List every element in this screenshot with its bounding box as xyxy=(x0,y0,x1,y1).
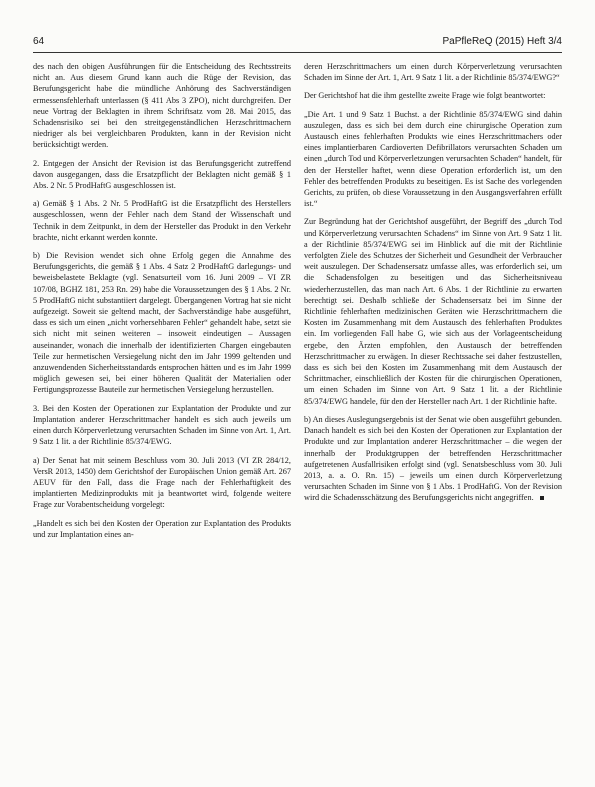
header-rule xyxy=(33,52,562,53)
page-header xyxy=(33,36,562,47)
paragraph-text: b) An dieses Auslegungsergebnis ist der Senat wie oben ausgeführt gebunden. Danach handelt es sich bei den Kosten der Operationen zur Explantation der Produkte und zur Implantation anderer Herzschrittmacher – die wegen der innerhalb der Produktgruppen der betreffenden Herzschrittmacher aufgetretenen Ausfallrisiken erfolgt sind (vgl. Senatsbeschluss vom 30. Juli 2013, a. a. O. Rn. 15) – jeweils um einen durch Körperverletzung verursachten Schaden im Sinne von § 1 Abs. 1 ProdHaftG. Von der Revision wird die Schadensschätzung des Berufungsgerichts nicht angegriffen. xyxy=(304,414,562,503)
paragraph: des nach den obigen Ausführungen für die Entscheidung des Rechtsstreits nicht an. Aus diesem Grund kann auch die Rüge der Revision, das Berufungsgericht habe die mündliche Anhörung des Sachverständigen ermessensfehlerhaft unterlassen (§ 411 Abs 3 ZPO), nicht durchgreifen. Der neue Vortrag der Beklagten in ihrem Schriftsatz vom 28. Mai 2015, das Schadensrisiko sei bei den streitgegenständlichen Herzschrittmachern niedriger als bei vergleichbaren Produkten, kann in der Revision nicht berücksichtigt werden. xyxy=(33,62,291,150)
paragraph: a) Gemäß § 1 Abs. 2 Nr. 5 ProdHaftG ist die Ersatzpflicht des Herstellers ausgeschlossen, wenn der Fehler nach dem Stand der Wissenschaft und Technik in dem Zeitpunkt, in dem der Hersteller das Produkt in den Verkehr brachte, nicht erkannt werden konnte. xyxy=(33,199,291,242)
paragraph: 2. Entgegen der Ansicht der Revision ist das Berufungsgericht zutreffend davon ausgegangen, dass die Ersatzpflicht der Beklagten nicht gemäß § 1 Abs. 2 Nr. 5 ProdHaftG ausgeschlossen ist. xyxy=(33,158,291,191)
page-number: 64 xyxy=(33,36,45,47)
paragraph: Zur Begründung hat der Gerichtshof ausgeführt, der Begriff des „durch Tod und Körperverletzung verursachten Schadens“ im Sinne von Art. 9 Satz 1 lit. a der Richtlinie 85/374/EWG sei im Hinblick auf die mit der Richtlinie verfolgten Ziele des Schutzes der Sicherheit und Gesundheit der Verbraucher weit auszulegen. Der Schadensersatz umfasse alles, was erforderlich sei, um die Schadensfolgen zu beseitigen und das Sicherheitsniveau wiederherzustellen, das man nach Art. 6 Abs. 1 der Richtlinie zu erwarten berechtigt sei. Deshalb schließe der Schadensersatz bei im Sinne der Richtlinie fehlerhaften medizinischen Geräten wie Herzschrittmachern die Kosten im Zusammenhang mit dem Austausch des fehlerhaften Produktes ein. Im vorliegenden Fall habe G, wie sich aus der Vorlageentscheidung ergebe, den Ärzten empfohlen, den Austausch der betreffenden Herzschrittmacher zu erwägen. In dieser Rechtssache sei daher festzustellen, dass es sich bei den Kosten im Zusammenhang mit dem Austausch der Schrittmacher, einschließlich der Kosten für die chirurgischen Operationen, um einen Schaden im Sinne von Art. 9 Satz 1 lit. a der Richtlinie 85/374/EWG handele, für den der Hersteller nach Art. 1 der Richtlinie hafte. xyxy=(304,217,562,406)
paragraph: Der Gerichtshof hat die ihm gestellte zweite Frage wie folgt beantwortet: xyxy=(304,91,546,101)
paragraph-last xyxy=(304,414,562,504)
left-column xyxy=(33,61,291,773)
paragraph: „Die Art. 1 und 9 Satz 1 Buchst. a der Richtlinie 85/374/EWG sind dahin auszulegen, dass es sich bei dem durch eine chirurgische Operation zum Austausch eines fehlerhaften Produkts wie eines Herzschrittmachers oder eines implantierbaren Cardioverten Defibrillators verursachten Schaden um einen „durch Tod und Körperverletzungen verursachten Schaden“ handelt, für den der Hersteller haftet, wenn diese Operation erforderlich ist, um den Fehler des betreffenden Produkts zu beseitigen. Es ist Sache des vorlegenden Gerichts, zu prüfen, ob diese Voraussetzung in den Ausgangsverfahren erfüllt ist.“ xyxy=(304,109,562,209)
paragraph: deren Herzschrittmachers um einen durch Körperverletzung verursachten Schaden im Sinne der Art. 1, Art. 9 Satz 1 lit. a der Richtlinie 85/374/EWG?“ xyxy=(304,62,562,83)
paragraph: 3. Bei den Kosten der Operationen zur Explantation der Produkte und zur Implantation anderer Herzschrittmacher handelt es sich auch jeweils um einen durch Körperverletzung verursachten Schaden im Sinne von Art. 1, Art. 9 Satz 1 lit. a der Richtlinie 85/374/EWG. xyxy=(33,403,291,447)
journal-title: PaPfleReQ (2015) Heft 3/4 xyxy=(442,36,562,47)
paragraph: b) Die Revision wendet sich ohne Erfolg gegen die Annahme des Berufungsgerichts, die gemäß § 1 Abs. 4 Satz 2 ProdHaftG darlegungs- und beweisbelastete Beklagte (vgl. Senatsurteil vom 16. Juni 2009 – VI ZR 107/08, BGHZ 181, 253 Rn. 29) habe die Voraussetzungen des § 1 Abs. 2 Nr. 5 ProdHaftG nicht substantiiert dargelegt. Übergangenen Vortrag hat sie nicht aufgezeigt. Soweit sie geltend macht, der Sachverständige habe ausgeführt, dass es sich um einen „nicht vorhersehbaren Fehler“ gehandelt habe, setzt sie sich nicht mit seinen weiteren – insoweit eindeutigen – Aussagen auseinander, wonach die innerhalb der identifizierten Chargen eingebauten Teile zur hermetischen Versiegelung nicht den im Jahr 1999 geltenden und anzuwendenden Sicherheitsstandards entsprochen hätten und es im Jahr 1999 möglich gewesen sei, bei einer höheren Qualität der Materialien oder Fertigungsprozesse Bauteile zur hermetischen Versiegelung herzustellen. xyxy=(33,251,291,395)
right-column xyxy=(304,61,562,773)
end-mark-icon xyxy=(540,496,544,500)
paragraph: „Handelt es sich bei den Kosten der Operation zur Explantation des Produkts und zur Implantation eines an- xyxy=(33,518,291,539)
paragraph: a) Der Senat hat mit seinem Beschluss vom 30. Juli 2013 (VI ZR 284/12, VersR 2013, 1450) dem Gerichtshof der Europäischen Union gemäß Art. 267 AEUV für den Fall, dass die Frage nach der Fehlerhaftigkeit des implantierten Medizinprodukts mit ja beantwortet wird, folgende weitere Frage zur Vorabentscheidung vorgelegt: xyxy=(33,455,291,510)
